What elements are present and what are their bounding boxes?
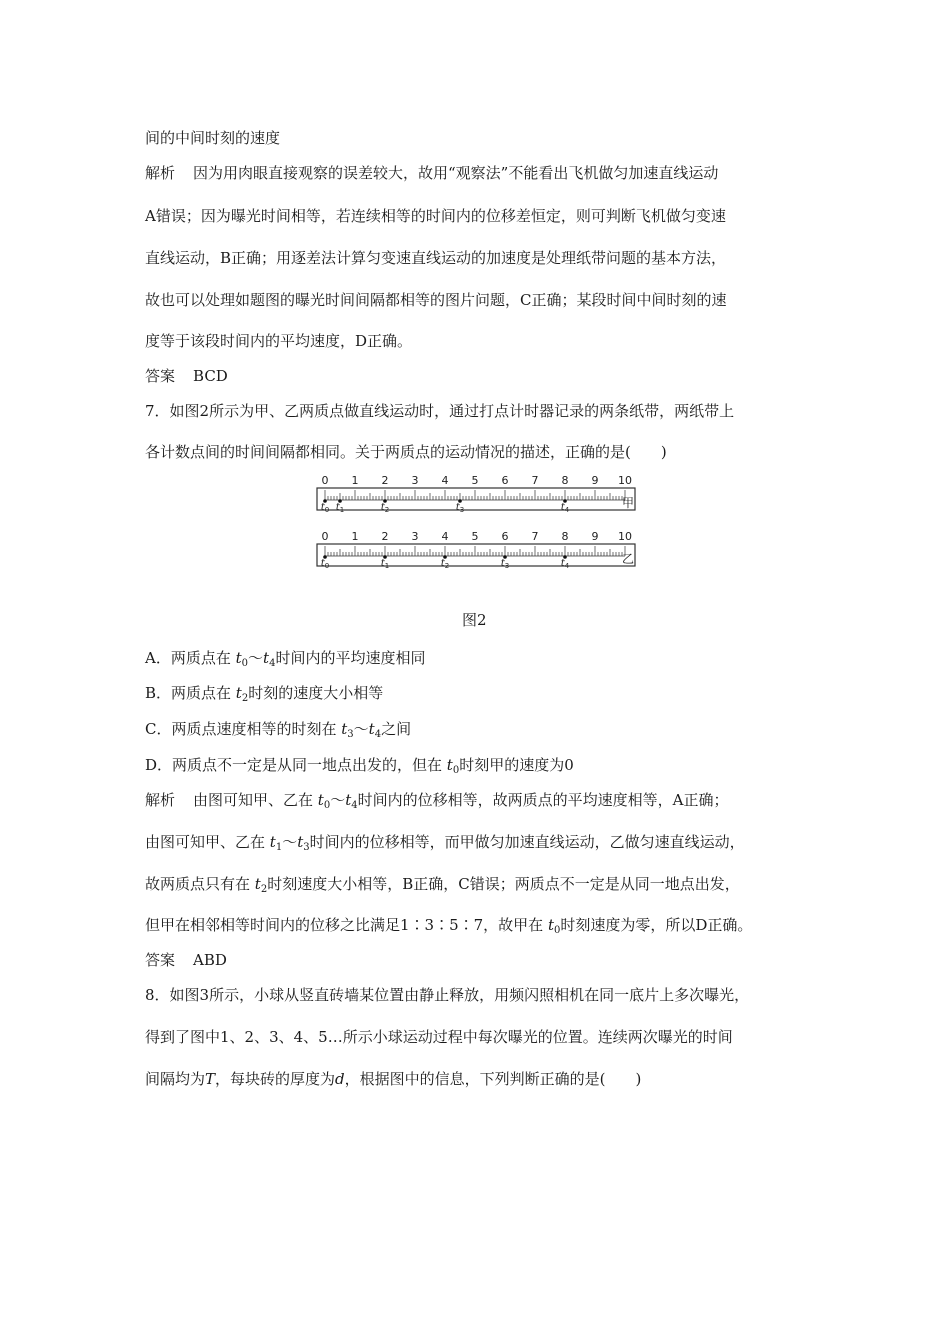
ruler-label: 7 <box>531 474 539 487</box>
answer-2 <box>145 949 227 970</box>
solution-1-line-4: 故也可以处理如题图的曝光时间间隔都相等的图片问题，C正确；某段时间中间时刻的速 <box>145 291 727 309</box>
tape-yi <box>317 530 635 570</box>
tape-point-label: $t_0$ <box>320 558 330 570</box>
solution-label: 解析 <box>145 164 176 182</box>
answer-label: 答案 <box>145 367 176 385</box>
question-8-line-1: 8．如图3所示，小球从竖直砖墙某位置由静止释放，用频闪照相机在同一底片上多次曝光， <box>145 986 750 1004</box>
ruler-label: 5 <box>471 474 479 487</box>
figure-2-tapes <box>300 472 650 584</box>
ruler-label: 2 <box>381 530 389 543</box>
paragraph-continuation: 间的中间时刻的速度 <box>145 129 281 147</box>
question-7-line-2: 各计数点间的时间间隔都相同。关于两质点的运动情况的描述，正确的是( ) <box>145 443 667 461</box>
ruler-label: 8 <box>561 474 569 487</box>
ruler-label: 1 <box>351 530 359 543</box>
answer-value: BCD <box>193 367 228 385</box>
option-d: D．两质点不一定是从同一地点出发的，但在 $t_0$时刻甲的速度为0 <box>145 756 574 776</box>
tape-name: 乙 <box>621 552 635 566</box>
ruler-label: 7 <box>531 530 539 543</box>
tape-jia <box>317 474 635 514</box>
ruler-label: 1 <box>351 474 359 487</box>
solution-2-line-4: 但甲在相邻相等时间内的位移之比满足1∶3∶5∶7，故甲在 $t_0$时刻速度为零，所以D正确。 <box>145 916 753 936</box>
solution-2-line-1: 解析 由图可知甲、乙在 $t_0\sim t_4$时间内的位移相等，故两质点的平均速度相等，A正确； <box>145 791 729 811</box>
tape-point-label: $t_3$ <box>500 558 510 570</box>
tape-point-label: $t_4$ <box>560 558 570 570</box>
ruler-label: 4 <box>441 474 449 487</box>
question-8-line-3: 间隔均为T，每块砖的厚度为d，根据图中的信息，下列判断正确的是( ) <box>145 1070 642 1088</box>
tape-point-label: $t_1$ <box>380 558 390 570</box>
tape-point-label: $t_2$ <box>440 558 450 570</box>
ruler-label: 8 <box>561 530 569 543</box>
ruler-label: 3 <box>411 474 419 487</box>
solution-2-line-2: 由图可知甲、乙在 $t_1\sim t_3$时间内的位移相等，而甲做匀加速直线运动，乙做匀速直线运动， <box>145 833 745 853</box>
tape-outline <box>317 544 635 566</box>
ruler-label: 9 <box>591 530 599 543</box>
question-8-line-2: 得到了图中1、2、3、4、5…所示小球运动过程中每次曝光的位置。连续两次曝光的时间 <box>145 1028 733 1046</box>
ruler-label: 6 <box>501 530 509 543</box>
ruler-label: 9 <box>591 474 599 487</box>
ruler-label: 0 <box>321 530 329 543</box>
solution-label: 解析 <box>145 791 176 809</box>
tape-point-label: $t_4$ <box>560 502 570 514</box>
option-c: C．两质点速度相等的时刻在 $t_3\sim t_4$之间 <box>145 720 412 740</box>
option-a: A．两质点在 $t_0\sim t_4$时间内的平均速度相同 <box>145 649 426 669</box>
tape-point-label: $t_3$ <box>455 502 465 514</box>
tape-name: 甲 <box>621 496 635 510</box>
ruler-label: 4 <box>441 530 449 543</box>
solution-1-line-2: A错误；因为曝光时间相等，若连续相等的时间内的位移差恒定，则可判断飞机做匀变速 <box>145 207 726 225</box>
ruler-label: 0 <box>321 474 329 487</box>
solution-2-line-3: 故两质点只有在 $t_2$时刻速度大小相等，B正确，C错误；两质点不一定是从同一地点出发， <box>145 875 740 895</box>
ruler-label: 3 <box>411 530 419 543</box>
solution-1-line-3: 直线运动，B正确；用逐差法计算匀变速直线运动的加速度是处理纸带问题的基本方法， <box>145 249 727 267</box>
tape-point-label: $t_0$ <box>320 502 330 514</box>
solution-1-line-1: 解析 因为用肉眼直接观察的误差较大，故用“观察法”不能看出飞机做匀加速直线运动 <box>145 164 719 182</box>
tape-point-label: $t_1$ <box>335 502 345 514</box>
answer-1 <box>145 365 228 386</box>
ruler-label: 6 <box>501 474 509 487</box>
solution-1-line-5: 度等于该段时间内的平均速度，D正确。 <box>145 332 413 350</box>
tape-outline <box>317 488 635 510</box>
ruler-label: 10 <box>618 474 632 487</box>
ruler-label: 2 <box>381 474 389 487</box>
ruler-label: 5 <box>471 530 479 543</box>
ruler-label: 10 <box>618 530 632 543</box>
option-b: B．两质点在 $t_2$时刻的速度大小相等 <box>145 684 384 704</box>
question-7-line-1: 7．如图2所示为甲、乙两质点做直线运动时，通过打点计时器记录的两条纸带，两纸带上 <box>145 402 735 420</box>
answer-label: 答案 <box>145 951 176 969</box>
figure-caption: 图2 <box>462 611 487 629</box>
tape-point-label: $t_2$ <box>380 502 390 514</box>
answer-value: ABD <box>193 951 227 969</box>
